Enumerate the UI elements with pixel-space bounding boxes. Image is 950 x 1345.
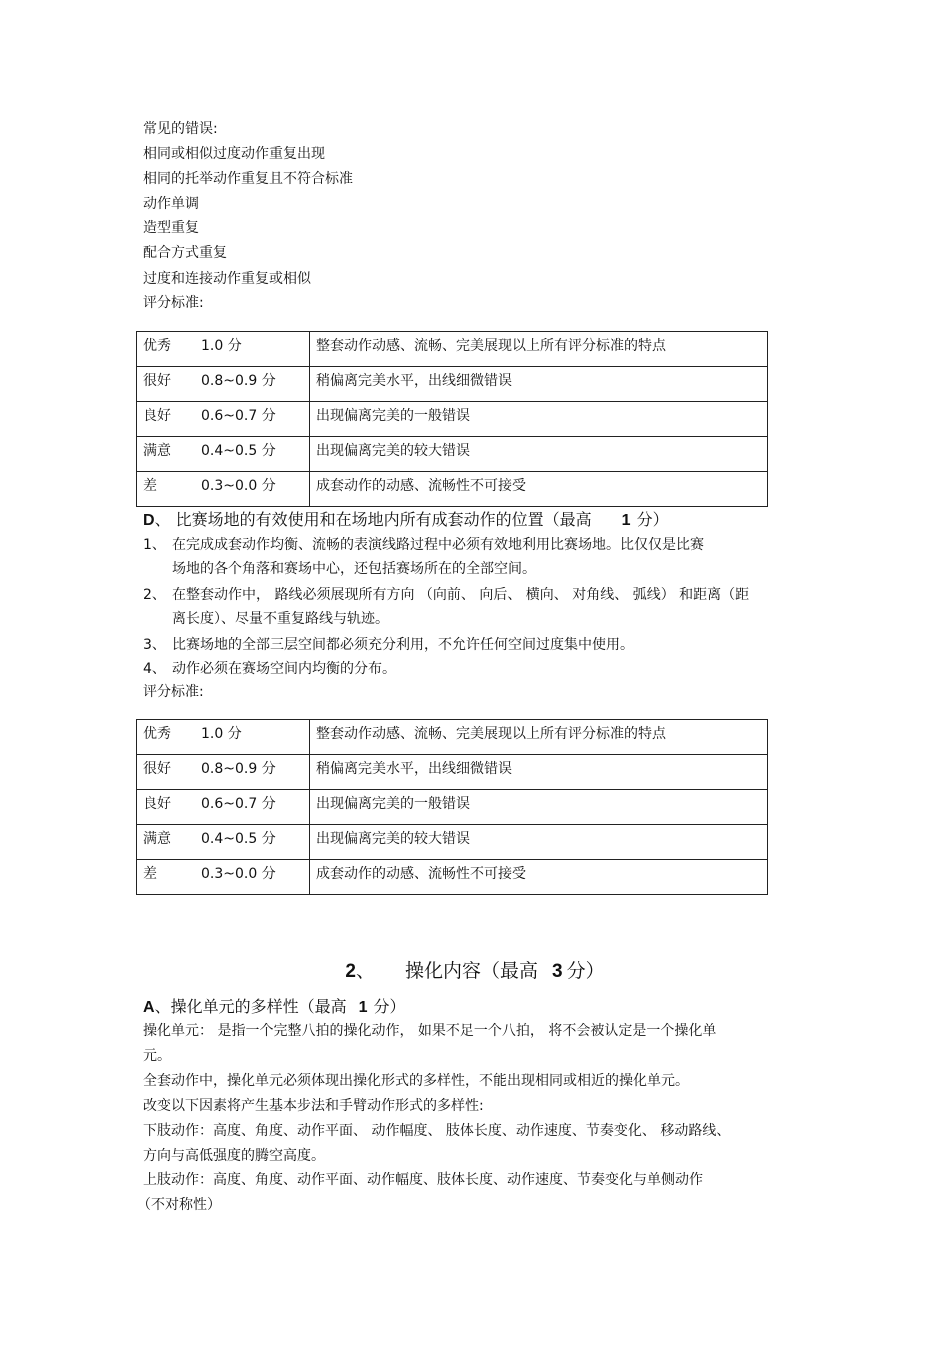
score-cell: 0.4~0.5 分 (201, 831, 276, 847)
table-row (137, 437, 768, 472)
section-d-title: 、 比赛场地的有效使用和在场地内所有成套动作的位置（最高 (154, 510, 592, 529)
error-item: 造型重复 (143, 220, 199, 236)
item-text: 在整套动作中， 路线必须展现所有方向 （向前、 向后、 横向、 对角线、 弧线） 和距离（距 (172, 587, 750, 603)
body-line: 操化单元： 是指一个完整八拍的操化动作， 如果不足一个八拍， 将不会被认定是一个操化单 (143, 1023, 717, 1039)
grade-cell: 差 (143, 478, 157, 494)
score-cell: 0.6~0.7 分 (201, 796, 276, 812)
section-d-unit: 分） (636, 510, 669, 529)
score-cell: 0.8~0.9 分 (201, 761, 276, 777)
description-cell: 稍偏离完美水平，出线细微错误 (310, 755, 768, 790)
score-cell: 0.3~0.0 分 (201, 478, 276, 494)
grade-cell: 很好 (143, 373, 171, 389)
item-text: 动作必须在赛场空间内均衡的分布。 (172, 661, 396, 677)
criteria-label: 评分标准: (143, 295, 204, 311)
item-text-continued: 离长度）、尽量不重复路线与轨迹。 (172, 611, 389, 627)
table-row (137, 790, 768, 825)
grade-cell: 优秀 (143, 338, 171, 354)
section-2-number: 2 (345, 961, 356, 982)
section-2-title (0, 959, 950, 984)
body-line: 改变以下因素将产生基本步法和手臂动作形式的多样性: (143, 1098, 484, 1114)
scoring-table-1 (136, 331, 768, 507)
grade-cell: 差 (143, 866, 157, 882)
body-line: 上肢动作：高度、角度、动作平面、动作幅度、肢体长度、动作速度、节奏变化与单侧动作 (143, 1172, 703, 1188)
item-number: 1、 (143, 537, 166, 553)
table-row (137, 472, 768, 507)
section-2-unit: 分） (566, 960, 605, 982)
description-cell: 成套动作的动感、流畅性不可接受 (310, 472, 768, 507)
body-line: 下肢动作：高度、角度、动作平面、 动作幅度、 肢体长度、动作速度、节奏变化、 移动路线、 (143, 1123, 731, 1139)
error-item: 相同或相似过度动作重复出现 (143, 146, 325, 162)
item-number: 3、 (143, 637, 166, 653)
description-cell: 整套动作动感、流畅、完美展现以上所有评分标准的特点 (310, 332, 768, 367)
description-cell: 出现偏离完美的较大错误 (310, 825, 768, 860)
section-a-max: 1 (358, 999, 368, 1016)
body-line: （不对称性） (137, 1197, 221, 1213)
error-item: 动作单调 (143, 196, 199, 212)
description-cell: 成套动作的动感、流畅性不可接受 (310, 860, 768, 895)
item-text: 在完成成套动作均衡、流畅的表演线路过程中必须有效地利用比赛场地。比仅仅是比赛 (172, 537, 704, 553)
criteria-label: 评分标准: (143, 684, 204, 700)
score-cell: 0.8~0.9 分 (201, 373, 276, 389)
description-cell: 整套动作动感、流畅、完美展现以上所有评分标准的特点 (310, 720, 768, 755)
section-2-max: 3 (552, 961, 563, 982)
section-2-text: 操化内容（最高 (404, 960, 538, 982)
score-cell: 0.3~0.0 分 (201, 866, 276, 882)
grade-cell: 优秀 (143, 726, 171, 742)
item-text: 比赛场地的全部三层空间都必须充分利用，不允许任何空间过度集中使用。 (172, 637, 634, 653)
error-item: 配合方式重复 (143, 245, 227, 261)
table-row (137, 402, 768, 437)
section-a-unit: 分） (373, 997, 406, 1016)
item-text-continued: 场地的各个角落和赛场中心，还包括赛场所在的全部空间。 (172, 561, 536, 577)
section-2-separator: 、 (355, 960, 375, 982)
table-row (137, 332, 768, 367)
body-line: 全套动作中，操化单元必须体现出操化形式的多样性，不能出现相同或相近的操化单元。 (143, 1073, 689, 1089)
item-number: 4、 (143, 661, 166, 677)
description-cell: 出现偏离完美的一般错误 (310, 402, 768, 437)
score-cell: 1.0 分 (201, 726, 242, 742)
grade-cell: 满意 (143, 831, 171, 847)
error-item: 相同的托举动作重复且不符合标准 (143, 171, 353, 187)
body-line: 方向与高低强度的腾空高度。 (143, 1148, 325, 1164)
table-row (137, 720, 768, 755)
common-errors-heading: 常见的错误: (143, 121, 218, 137)
score-cell: 1.0 分 (201, 338, 242, 354)
description-cell: 出现偏离完美的较大错误 (310, 437, 768, 472)
body-line: 元。 (143, 1048, 171, 1064)
grade-cell: 很好 (143, 761, 171, 777)
grade-cell: 良好 (143, 796, 171, 812)
error-item: 过度和连接动作重复或相似 (143, 271, 311, 287)
score-cell: 0.6~0.7 分 (201, 408, 276, 424)
description-cell: 出现偏离完美的一般错误 (310, 790, 768, 825)
grade-cell: 良好 (143, 408, 171, 424)
section-d-letter: D (143, 512, 155, 529)
section-d-max: 1 (621, 512, 631, 529)
description-cell: 稍偏离完美水平，出线细微错误 (310, 367, 768, 402)
section-a-heading (143, 997, 406, 1018)
table-row (137, 755, 768, 790)
scoring-table-2 (136, 719, 768, 895)
table-row (137, 860, 768, 895)
section-a-title: 、操化单元的多样性（最高 (154, 997, 347, 1016)
section-a-letter: A (143, 999, 155, 1016)
grade-cell: 满意 (143, 443, 171, 459)
item-number: 2、 (143, 587, 166, 603)
table-row (137, 825, 768, 860)
table-row (137, 367, 768, 402)
score-cell: 0.4~0.5 分 (201, 443, 276, 459)
section-d-heading (143, 510, 669, 531)
